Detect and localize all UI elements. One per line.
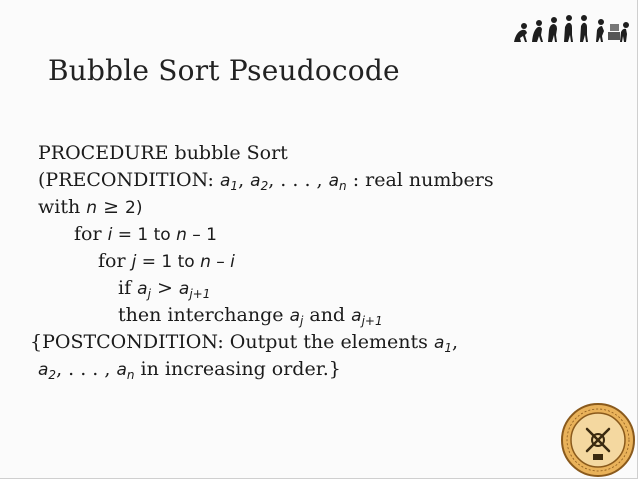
var-a2: $a_2$ <box>250 171 269 193</box>
and-text: and <box>303 304 352 326</box>
geq-symbol: ≥ <box>97 196 126 218</box>
ellipsis: , . . . , <box>56 358 111 380</box>
var-aj1: $a_{j+1}$ <box>178 279 211 301</box>
var-aj1: $a_{j+1}$ <box>351 306 383 328</box>
with-text: with <box>38 196 87 218</box>
then-line <box>38 302 607 329</box>
two-paren: 2) <box>125 198 143 218</box>
var-an: $a_n$ <box>116 360 135 382</box>
for-keyword: for <box>98 250 132 272</box>
range-text: = 1 to <box>112 225 177 245</box>
precondition-prefix: (PRECONDITION: <box>38 169 220 191</box>
procedure-line <box>38 140 607 167</box>
college-seal-logo <box>560 402 636 478</box>
procedure-text: PROCEDURE bubble Sort <box>38 142 288 164</box>
outer-for-line <box>38 221 607 248</box>
if-line <box>38 275 607 302</box>
ellipsis: , . . . , <box>268 169 323 191</box>
var-j: j <box>131 252 137 272</box>
var-a1: $a_1$ <box>433 333 452 355</box>
if-keyword: if <box>118 277 138 299</box>
precondition-suffix: : real numbers <box>346 169 494 191</box>
slide-title: Bubble Sort Pseudocode <box>48 54 400 87</box>
var-n: n <box>176 225 187 245</box>
var-n: n <box>86 198 98 218</box>
comma: , <box>238 169 245 191</box>
postcondition-suffix: in increasing order.} <box>134 358 341 380</box>
precondition-line <box>38 167 607 194</box>
with-line <box>38 194 607 221</box>
gt-symbol: > <box>150 277 179 299</box>
pseudocode-body <box>30 140 607 383</box>
evolution-illustration <box>508 6 634 46</box>
postcondition-line <box>30 329 607 356</box>
comma: , <box>452 331 459 353</box>
var-aj: $a_j$ <box>289 306 304 328</box>
postcondition-prefix: {POSTCONDITION: Output the elements <box>30 331 434 353</box>
var-i: i <box>107 225 113 245</box>
var-n: n <box>200 252 211 272</box>
minus-one: – 1 <box>186 225 217 245</box>
range-text: = 1 to <box>136 252 201 272</box>
var-aj: $a_j$ <box>137 279 151 301</box>
var-i: i <box>230 252 235 272</box>
var-a2: $a_2$ <box>38 360 57 382</box>
var-a1: $a_1$ <box>220 171 239 193</box>
minus-sign: – <box>210 252 231 272</box>
inner-for-line <box>38 248 607 275</box>
for-keyword: for <box>74 223 108 245</box>
postcondition-line-2 <box>38 356 607 383</box>
then-text: then interchange <box>118 304 290 326</box>
var-an: $a_n$ <box>328 171 347 193</box>
